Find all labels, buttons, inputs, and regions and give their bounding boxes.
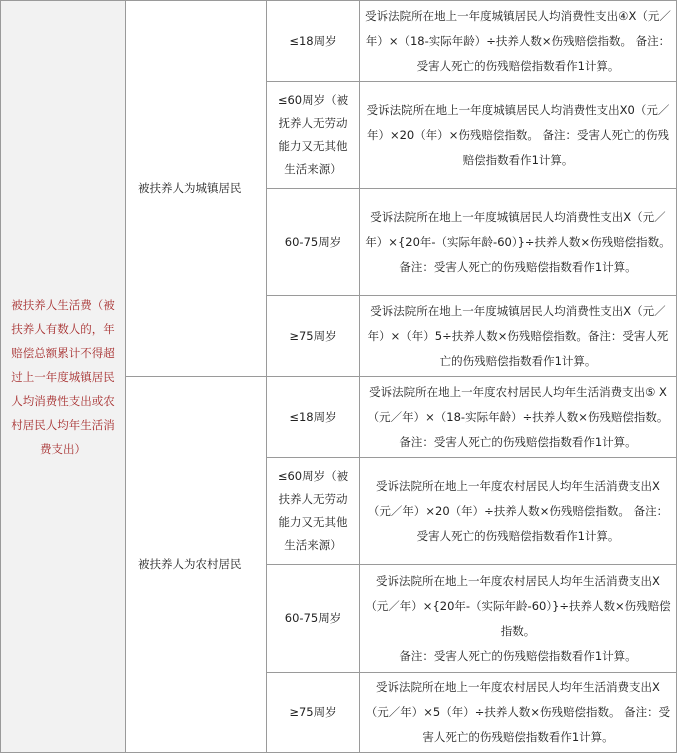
formula-cell (359, 672, 677, 753)
age-cell (266, 376, 360, 458)
age-cell (266, 295, 360, 377)
formula-cell (359, 81, 677, 189)
formula-cell (359, 295, 677, 377)
formula-cell (359, 0, 677, 82)
formula-cell (359, 376, 677, 458)
formula-text: 受诉法院所在地上一年度城镇居民人均消费性支出X（元／年）×（年）5÷扶养人数×伤残赔偿指数。备注：受害人死亡的伤残赔偿指数看作1计算。 (367, 303, 669, 368)
age-cell (266, 188, 360, 296)
age-cell (266, 0, 360, 82)
category-cell (0, 0, 126, 753)
formula-text: 受诉法院所在地上一年度农村居民人均年生活消费支出X（元／年）×5（年）÷扶养人数×伤残赔偿指数。 备注：受害人死亡的伤残赔偿指数看作1计算。 (365, 680, 671, 744)
formula-main: 受诉法院所在地上一年度农村居民人均年生活消费支出X（元／年）×{20年-（实际年龄-60）}÷扶养人数×伤残赔偿指数。 (365, 573, 671, 638)
age-cell (266, 564, 360, 673)
age-label: 60-75周岁 (284, 234, 342, 249)
formula-text: 受诉法院所在地上一年度城镇居民人均消费性支出X0（元／年）×20（年）×伤残赔偿指数。 备注：受害人死亡的伤残赔偿指数看作1计算。 (366, 102, 670, 167)
age-cell (266, 457, 360, 565)
group-urban-label: 被扶养人为城镇居民 (138, 181, 242, 195)
age-label: ≤18周岁 (289, 409, 337, 424)
formula-cell (359, 188, 677, 296)
formula-cell (359, 457, 677, 565)
formula-text (365, 569, 671, 669)
age-label: ≤60周岁（被抚养人无劳动能力又无其他生活来源） (277, 93, 349, 176)
group-urban-cell (125, 0, 267, 377)
age-label: ≥75周岁 (289, 328, 337, 343)
category-text: 被扶养人生活费（被扶养人有数人的，年赔偿总额累计不得超过上一年度城镇居民人均消费性支出或农村居民人均年生活消费支出） (11, 297, 115, 456)
group-rural-label: 被扶养人为农村居民 (138, 557, 242, 571)
age-label: ≥75周岁 (289, 705, 337, 719)
formula-cell (359, 564, 677, 673)
formula-text: 受诉法院所在地上一年度农村居民人均年生活消费支出X（元／年）×20（年）÷扶养人数×伤残赔偿指数。 备注：受害人死亡的伤残赔偿指数看作1计算。 (367, 478, 669, 543)
formula-note: 备注：受害人死亡的伤残赔偿指数看作1计算。 (399, 648, 637, 663)
age-label: ≤18周岁 (289, 33, 337, 48)
age-label: ≤60周岁（被扶养人无劳动能力又无其他生活来源） (277, 469, 349, 552)
age-label: 60-75周岁 (284, 611, 342, 625)
age-cell (266, 672, 360, 753)
formula-text: 受诉法院所在地上一年度农村居民人均年生活消费支出⑤ X（元／年）×（18-实际年龄）÷扶养人数×伤残赔偿指数。备注：受害人死亡的伤残赔偿指数看作1计算。 (367, 384, 669, 449)
group-rural-cell (125, 376, 267, 753)
formula-text: 受诉法院所在地上一年度城镇居民人均消费性支出X（元／年）×{20年-（实际年龄-60）}÷扶养人数×伤残赔偿指数。 备注：受害人死亡的伤残赔偿指数看作1计算。 (365, 209, 671, 274)
formula-text: 受诉法院所在地上一年度城镇居民人均消费性支出④X（元／年）×（18-实际年龄）÷扶养人数×伤残赔偿指数。 备注：受害人死亡的伤残赔偿指数看作1计算。 (365, 8, 671, 73)
age-cell (266, 81, 360, 189)
